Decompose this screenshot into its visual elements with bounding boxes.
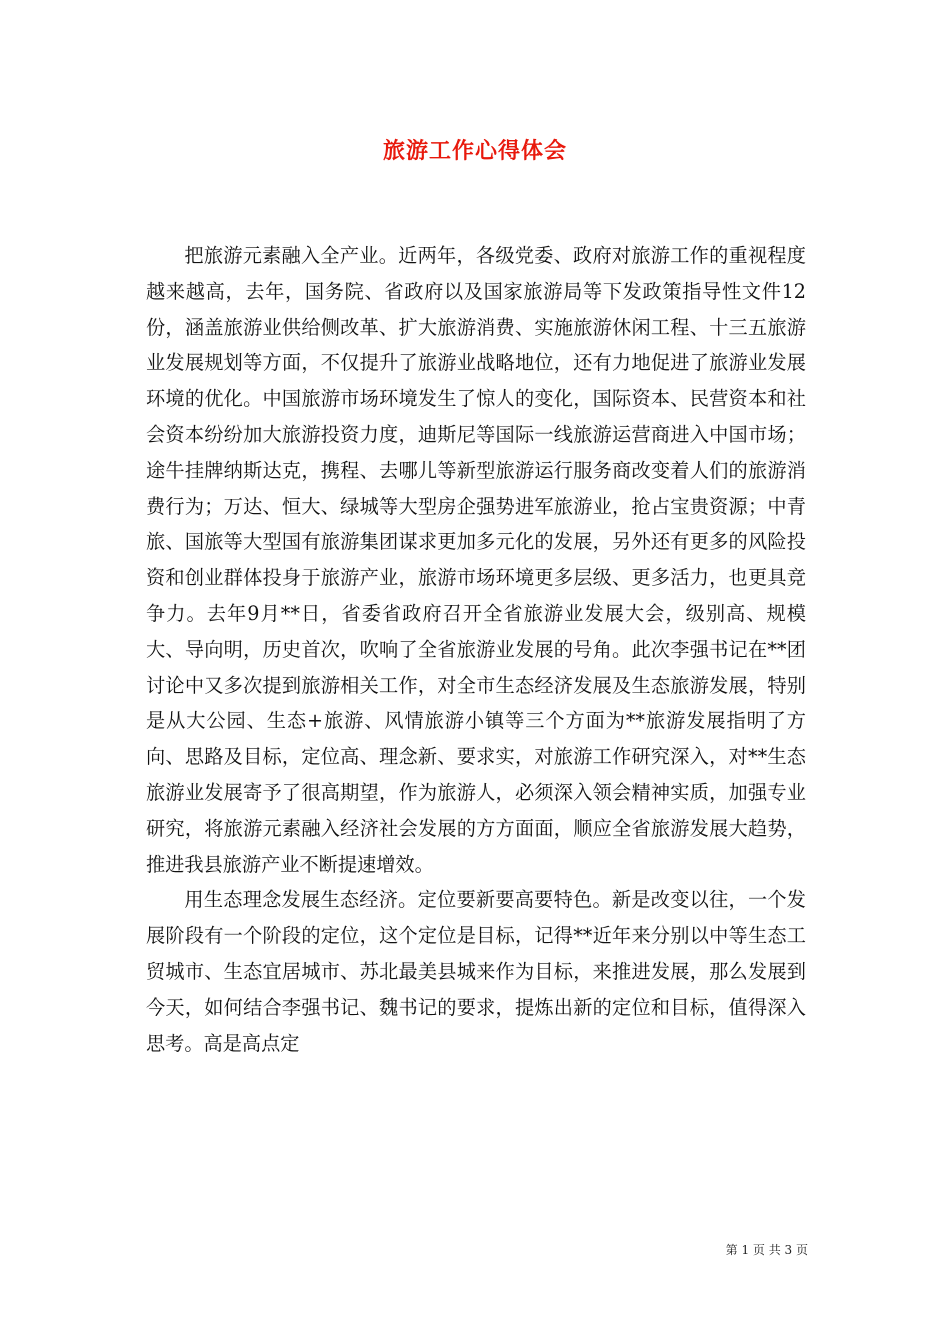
paragraph: 用生态理念发展生态经济。定位要新要高要特色。新是改变以往，一个发展阶段有一个阶段的定位，这个定位是目标，记得**近年来分别以中等生态工贸城市、生态宜居城市、苏北最美县城来作为目标，来推进发展，那么发展到今天，如何结合李强书记、魏书记的要求，提炼出新的定位和目标，值得深入思考。高是高点定 bbox=[146, 888, 806, 1055]
document-body bbox=[146, 238, 806, 1061]
paragraph: 把旅游元素融入全产业。近两年，各级党委、政府对旅游工作的重视程度越来越高，去年，国务院、省政府以及国家旅游局等下发政策指导性文件12份，涵盖旅游业供给侧改革、扩大旅游消费、实施旅游休闲工程、十三五旅游业发展规划等方面，不仅提升了旅游业战略地位，还有力地促进了旅游业发展环境的优化。中国旅游市场环境发生了惊人的变化，国际资本、民营资本和社会资本纷纷加大旅游投资力度，迪斯尼等国际一线旅游运营商进入中国市场；途牛挂牌纳斯达克，携程、去哪儿等新型旅游运行服务商改变着人们的旅游消费行为；万达、恒大、绿城等大型房企强势进军旅游业，抢占宝贵资源；中青旅、国旅等大型国有旅游集团谋求更加多元化的发展，另外还有更多的风险投资和创业群体投身于旅游产业，旅游市场环境更多层级、更多活力，也更具竞争力。去年9月**日，省委省政府召开全省旅游业发展大会，级别高、规模大、导向明，历史首次，吹响了全省旅游业发展的号角。此次李强书记在**团讨论中又多次提到旅游相关工作，对全市生态经济发展及生态旅游发展，特别是从大公园、生态+旅游、风情旅游小镇等三个方面为**旅游发展指明了方向、思路及目标，定位高、理念新、要求实，对旅游工作研究深入，对**生态旅游业发展寄予了很高期望，作为旅游人，必须深入领会精神实质，加强专业研究，将旅游元素融入经济社会发展的方方面面，顺应全省旅游发展大趋势，推进我县旅游产业不断提速增效。 bbox=[146, 244, 806, 876]
page-number-footer: 第 1 页 共 3 页 bbox=[725, 1243, 808, 1257]
document-title: 旅游工作心得体会 bbox=[382, 138, 567, 164]
